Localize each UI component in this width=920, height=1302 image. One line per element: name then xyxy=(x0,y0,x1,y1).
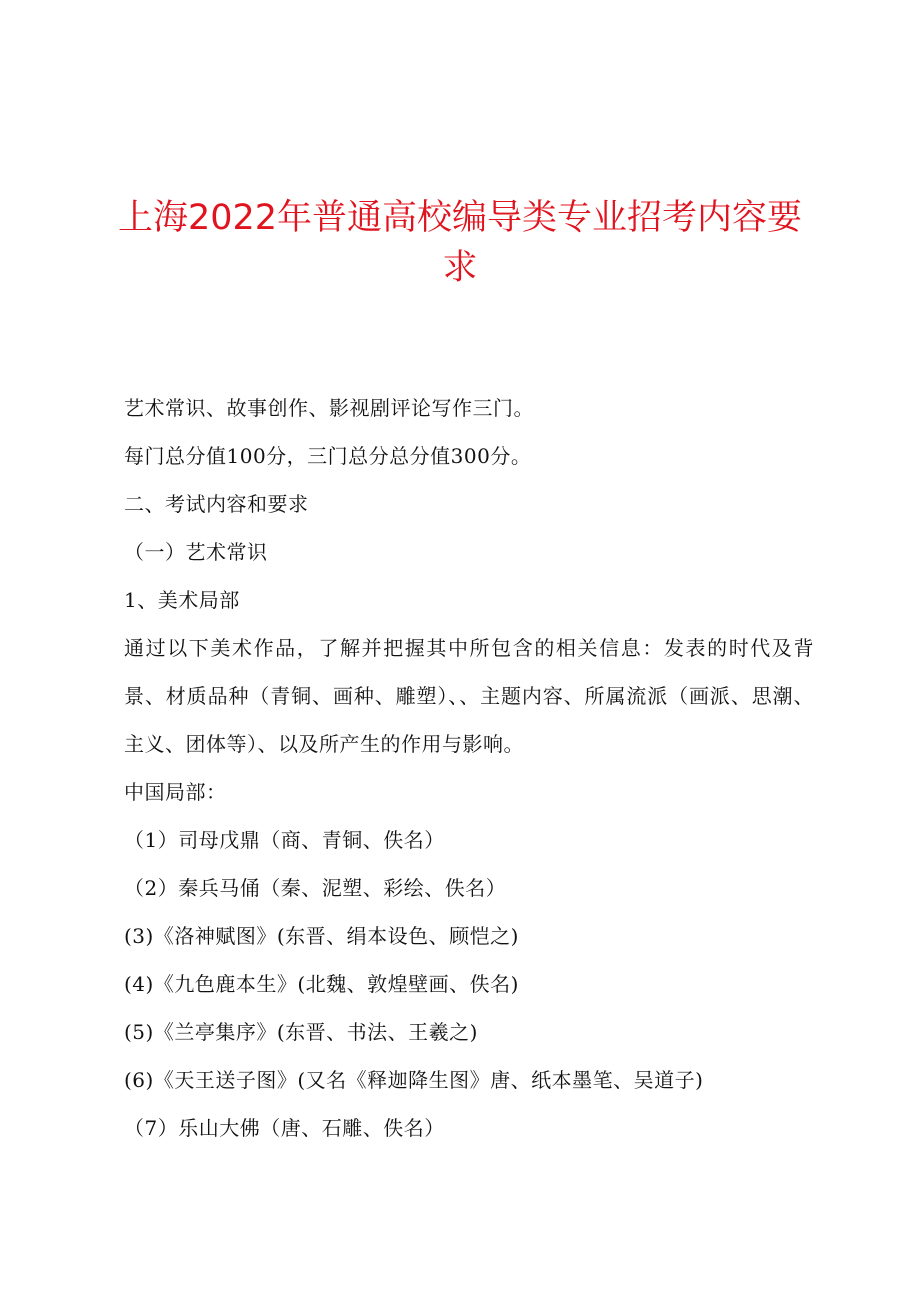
list-item: （1）司母戊鼎（商、青铜、佚名） xyxy=(124,828,445,852)
list-item: (6)《天王送子图》(又名《释迦降生图》唐、纸本墨笔、吴道子) xyxy=(124,1068,704,1092)
subsection-heading-art-knowledge: （一）艺术常识 xyxy=(124,540,268,564)
list-item: (3)《洛神赋图》(东晋、绢本设色、顾恺之) xyxy=(124,924,519,948)
title-line-2: 求 xyxy=(442,248,478,288)
document-body xyxy=(124,384,814,1152)
paragraph-exam-subjects: 艺术常识、故事创作、影视剧评论写作三门。 xyxy=(124,396,534,420)
item-heading-fine-arts: 1、美术局部 xyxy=(124,588,240,612)
heading-china-section: 中国局部： xyxy=(124,780,227,804)
list-item: （7）乐山大佛（唐、石雕、佚名） xyxy=(124,1116,445,1140)
title-line-1: 上海2022年普通高校编导类专业招考内容要 xyxy=(117,198,803,238)
paragraph-score-values: 每门总分值100分，三门总分总分值300分。 xyxy=(124,444,532,468)
list-item: (4)《九色鹿本生》(北魏、敦煌壁画、佚名) xyxy=(124,972,519,996)
document-title xyxy=(110,193,810,293)
paragraph-fine-arts-description: 通过以下美术作品，了解并把握其中所包含的相关信息：发表的时代及背景、材质品种（青铜、画种、雕塑）、、主题内容、所属流派（画派、思潮、主义、团体等）、以及所产生的作用与影响。 xyxy=(124,636,814,756)
list-item: (5)《兰亭集序》(东晋、书法、王羲之) xyxy=(124,1020,478,1044)
list-item: （2）秦兵马俑（秦、泥塑、彩绘、佚名） xyxy=(124,876,507,900)
section-heading-exam-content: 二、考试内容和要求 xyxy=(124,492,309,516)
